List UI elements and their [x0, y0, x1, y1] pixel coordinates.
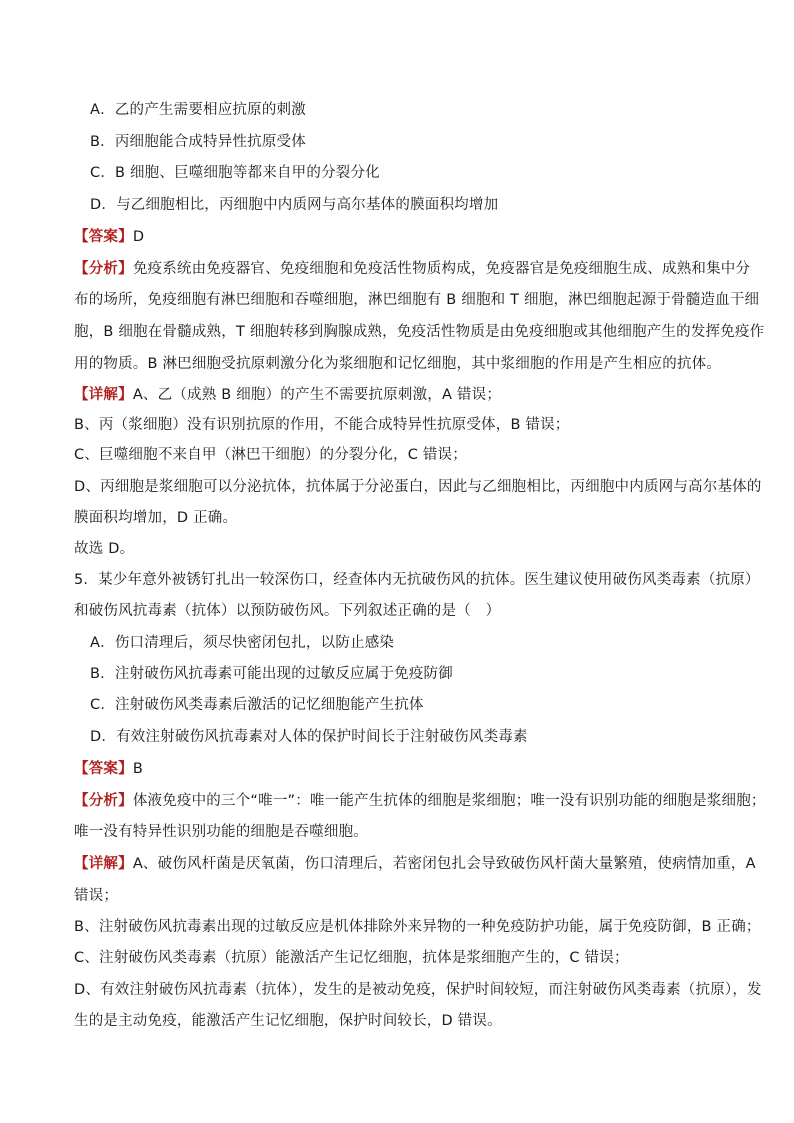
q5-option-c: C．注射破伤风类毒素后激活的记忆细胞能产生抗体 [90, 697, 424, 713]
q4-detail-line-4: D、丙细胞是浆细胞可以分泌抗体，抗体属于分泌蛋白，因此与乙细胞相比，丙细胞中内质网与高尔基体的 [74, 479, 762, 495]
q5-option-d: D．有效注射破伤风抗毒素对人体的保护时间长于注射破伤风类毒素 [90, 729, 528, 745]
q4-analysis-line-1: 【分析】免疫系统由免疫器官、免疫细胞和免疫活性物质构成，免疫器官是免疫细胞生成、成熟和集中分 [74, 261, 751, 277]
q4-option-b: B．丙细胞能合成特异性抗原受体 [90, 134, 306, 150]
q5-option-a: A．伤口清理后，须尽快密闭包扎，以防止感染 [90, 635, 395, 651]
q5-detail-line-6: 生的是主动免疫，能激活产生记忆细胞，保护时间较长，D 错误。 [74, 1013, 502, 1029]
q4-conclusion: 故选 D。 [74, 541, 135, 557]
q5-analysis-line-1: 【分析】体液免疫中的三个“唯一”：唯一能产生抗体的细胞是浆细胞；唯一没有识别功能的细胞是浆细胞； [74, 793, 766, 809]
q4-option-d: D．与乙细胞相比，丙细胞中内质网与高尔基体的膜面积均增加 [90, 197, 499, 213]
q4-detail-line-3: C、巨噬细胞不来自甲（淋巴干细胞）的分裂分化，C 错误； [74, 447, 467, 463]
q4-detail-line-2: B、丙（浆细胞）没有识别抗原的作用，不能合成特异性抗原受体，B 错误； [74, 417, 570, 433]
q5-detail-tag: 【详解】 [74, 856, 133, 872]
q4-option-a: A．乙的产生需要相应抗原的刺激 [90, 102, 306, 118]
q4-answer [74, 227, 734, 247]
q4-answer-tag: 【答案】 [74, 229, 133, 245]
q5-stem-line-1: 5．某少年意外被锈钉扎出一较深伤口，经查体内无抗破伤风的抗体。医生建议使用破伤风类毒素（抗原） [74, 572, 760, 588]
q4-analysis-tag: 【分析】 [74, 261, 133, 277]
q4-detail-line-1: 【详解】A、乙（成熟 B 细胞）的产生不需要抗原刺激，A 错误； [74, 387, 502, 403]
q5-detail-line-3: B、注射破伤风抗毒素出现的过敏反应是机体排除外来异物的一种免疫防护功能，属于免疫防御，B 正确； [74, 919, 761, 935]
q4-analysis-line-2: 布的场所，免疫细胞有淋巴细胞和吞噬细胞，淋巴细胞有 B 细胞和 T 细胞，淋巴细胞起源于骨髓造血干细 [74, 292, 760, 308]
q4-option-c: C．B 细胞、巨噬细胞等都来自甲的分裂分化 [90, 165, 380, 181]
q5-detail-line-1: 【详解】A、破伤风杆菌是厌氧菌，伤口清理后，若密闭包扎会导致破伤风杆菌大量繁殖，使病情加重，A [74, 856, 756, 872]
q5-answer-tag: 【答案】 [74, 761, 133, 777]
q4-detail-tag: 【详解】 [74, 387, 133, 403]
q5-detail-line-4: C、注射破伤风类毒素（抗原）能激活产生记忆细胞，抗体是浆细胞产生的，C 错误； [74, 950, 629, 966]
q4-detail-line-5: 膜面积均增加，D 正确。 [74, 510, 238, 526]
q5-answer-value: B [132, 761, 143, 777]
q4-answer-value: D [132, 229, 145, 245]
q5-option-b: B．注射破伤风抗毒素可能出现的过敏反应属于免疫防御 [90, 666, 453, 682]
q4-analysis-line-3: 胞，B 细胞在骨髓成熟，T 细胞转移到胸腺成熟，免疫活性物质是由免疫细胞或其他细胞产生的发挥免疫作 [74, 324, 765, 340]
q4-analysis-line-4: 用的物质。B 淋巴细胞受抗原刺激分化为浆细胞和记忆细胞，其中浆细胞的作用是产生相应的抗体。 [74, 356, 722, 372]
q5-answer [74, 759, 734, 779]
q5-analysis-line-2: 唯一没有特异性识别功能的细胞是吞噬细胞。 [74, 824, 368, 840]
q5-analysis-tag: 【分析】 [74, 793, 133, 809]
q5-detail-line-5: D、有效注射破伤风抗毒素（抗体），发生的是被动免疫，保护时间较短，而注射破伤风类毒素（抗原），发 [74, 982, 762, 998]
q5-stem-line-2: 和破伤风抗毒素（抗体）以预防破伤风。下列叙述正确的是（ ） [74, 603, 501, 619]
q5-detail-line-2: 错误； [74, 888, 119, 904]
